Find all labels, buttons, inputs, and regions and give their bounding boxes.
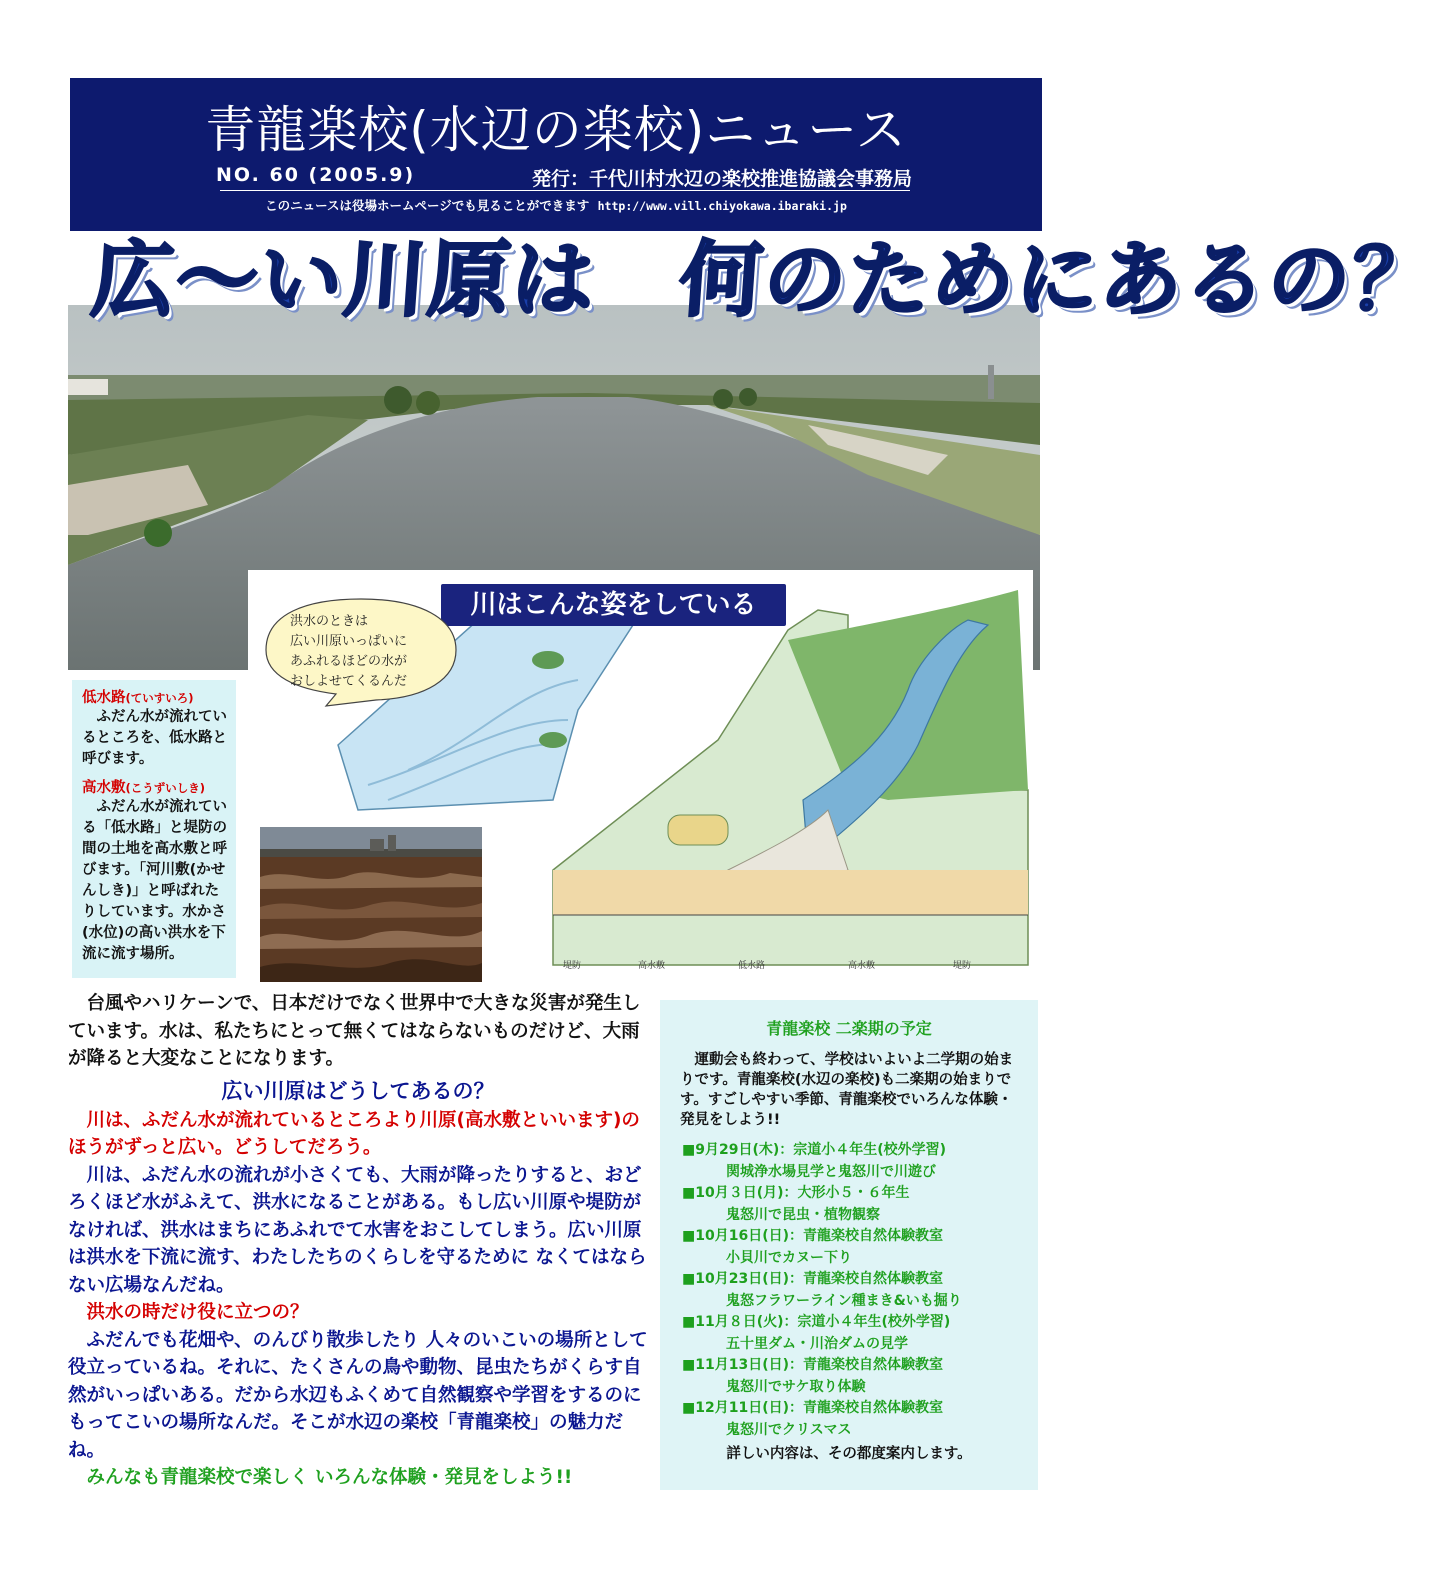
header-note: このニュースは役場ホームページでも見ることができます xyxy=(265,198,590,213)
schedule-intro: 運動会も終わって、学校はいよいよ二学期の始まりです。青龍楽校(水辺の楽校)も二楽期の始まりです。すごしやすい季節、青龍楽校でいろんな体験・発見をしよう!! xyxy=(680,1052,1014,1128)
schedule-date: ■9月29日(木)：宗道小４年生(校外学習) xyxy=(682,1142,947,1158)
schedule-item xyxy=(682,1269,1032,1312)
schedule-item xyxy=(682,1226,1032,1269)
schedule-item xyxy=(682,1183,1032,1226)
bubble-line: あふれるほどの水が xyxy=(290,654,408,669)
label-low-channel: 低水路 xyxy=(738,961,766,971)
schedule-detail: 鬼怒川でサケ取り体験 xyxy=(726,1378,866,1395)
label-floodplain-left: 高水敷 xyxy=(638,961,666,971)
label-levee-right: 堤防 xyxy=(953,961,972,971)
header-note-line xyxy=(70,196,1042,214)
label-floodplain-right: 高水敷 xyxy=(848,961,876,971)
schedule-list xyxy=(682,1140,1032,1441)
glossary-term-low-channel xyxy=(82,686,228,707)
main-article xyxy=(68,990,648,1492)
flood-water-photo xyxy=(260,827,482,982)
article-closing: みんなも青龍楽校で楽しく いろんな体験・発見をしよう!! xyxy=(68,1467,573,1488)
article-answer-2: ふだんでも花畑や、のんびり散歩したり 人々のいこいの場所として役立っているね。それに、たくさんの鳥や動物、昆虫たちがくらす自然がいっぱいある。だから水辺もふくめて自然観察や学習をするのに もってこいの場所なんだ。そこが水辺の楽校「青龍楽校」の魅力だね。 xyxy=(68,1329,648,1461)
schedule-date: ■10月16日(日)：青龍楽校自然体験教室 xyxy=(682,1228,943,1244)
diagram-title: 川はこんな姿をしている xyxy=(441,584,786,626)
article-intro: 台風やハリケーンで、日本だけでなく世界中で大きな災害が発生しています。水は、私たちにとって無くてはならないものだけど、大雨が降ると大変なことになります。 xyxy=(68,993,641,1069)
schedule-item xyxy=(682,1355,1032,1398)
glossary-def-low-channel: ふだん水が流れているところを、低水路と呼びます。 xyxy=(82,709,227,767)
schedule-item xyxy=(682,1398,1032,1441)
schedule-box xyxy=(660,1000,1038,1490)
schedule-date: ■12月11日(日)：青龍楽校自然体験教室 xyxy=(682,1400,943,1416)
schedule-date: ■10月３日(月)：大形小５・６年生 xyxy=(682,1185,910,1201)
glossary-panel xyxy=(72,680,236,978)
newsletter-title: 青龍楽校(水辺の楽校)ニュース xyxy=(205,101,907,159)
term-reading: (こうずいしき) xyxy=(125,781,206,795)
article-question-2: 洪水の時だけ役に立つの？ xyxy=(68,1302,309,1323)
term: 高水敷 xyxy=(82,780,126,796)
glossary-def-floodplain: ふだん水が流れている「低水路」と堤防の間の土地を高水敷と呼びます。「河川敷(かせんしき)」と呼ばれたりしています。水かさ(水位)の高い洪水を下流に流す場所。 xyxy=(82,799,227,962)
newsletter-header xyxy=(70,78,1042,231)
term-reading: (ていすいろ) xyxy=(125,691,194,705)
article-question-1: 川は、ふだん水が流れているところより川原(高水敷といいます)のほうがずっと広い。どうしてだろう。 xyxy=(68,1109,640,1158)
speech-bubble-text xyxy=(290,612,460,692)
bubble-line: おしよせてくるんだ xyxy=(290,674,408,689)
glossary-term-floodplain xyxy=(82,776,228,797)
publisher: 発行：千代川村水辺の楽校推進協議会事務局 xyxy=(532,168,913,190)
bubble-line: 洪水のときは xyxy=(290,614,369,629)
header-divider xyxy=(220,190,910,191)
schedule-detail: 五十里ダム・川治ダムの見学 xyxy=(726,1335,908,1352)
term: 低水路 xyxy=(82,690,126,706)
bubble-line: 広い川原いっぱいに xyxy=(290,634,408,649)
article-answer-1: 川は、ふだん水の流れが小さくても、大雨が降ったりすると、おどろくほど水がふえて、洪水になることがある。もし広い川原や堤防がなければ、洪水はまちにあふれでて水害をおこしてしまう。広い川原は洪水を下流に流す、わたしたちのくらしを守るために なくてはならない広場なんだね。 xyxy=(68,1164,647,1296)
homepage-url[interactable]: http://www.vill.chiyokawa.ibaraki.jp xyxy=(597,199,847,213)
schedule-footer: 詳しい内容は、その都度案内します。 xyxy=(726,1446,972,1462)
schedule-date: ■11月８日(火)：宗道小４年生(校外学習) xyxy=(682,1314,951,1330)
schedule-detail: 鬼怒フラワーライン種まき&いも掘り xyxy=(726,1292,962,1309)
schedule-detail: 鬼怒川で昆虫・植物観察 xyxy=(726,1206,880,1223)
schedule-item xyxy=(682,1312,1032,1355)
schedule-detail: 小貝川でカヌー下り xyxy=(726,1249,852,1266)
schedule-date: ■11月13日(日)：青龍楽校自然体験教室 xyxy=(682,1357,943,1373)
schedule-item xyxy=(682,1140,1032,1183)
issue-number: NO. 60 (2005.9) xyxy=(216,164,416,186)
schedule-title: 青龍楽校 二楽期の予定 xyxy=(766,1019,932,1038)
main-headline: 広〜い川原は 何のためにあるの？ xyxy=(88,233,1439,328)
schedule-detail: 鬼怒川でクリスマス xyxy=(726,1421,852,1438)
schedule-detail: 関城浄水場見学と鬼怒川で川遊び xyxy=(726,1163,936,1180)
schedule-date: ■10月23日(日)：青龍楽校自然体験教室 xyxy=(682,1271,943,1287)
label-levee-left: 堤防 xyxy=(563,961,582,971)
article-heading: 広い川原はどうしてあるの？ xyxy=(221,1078,495,1103)
